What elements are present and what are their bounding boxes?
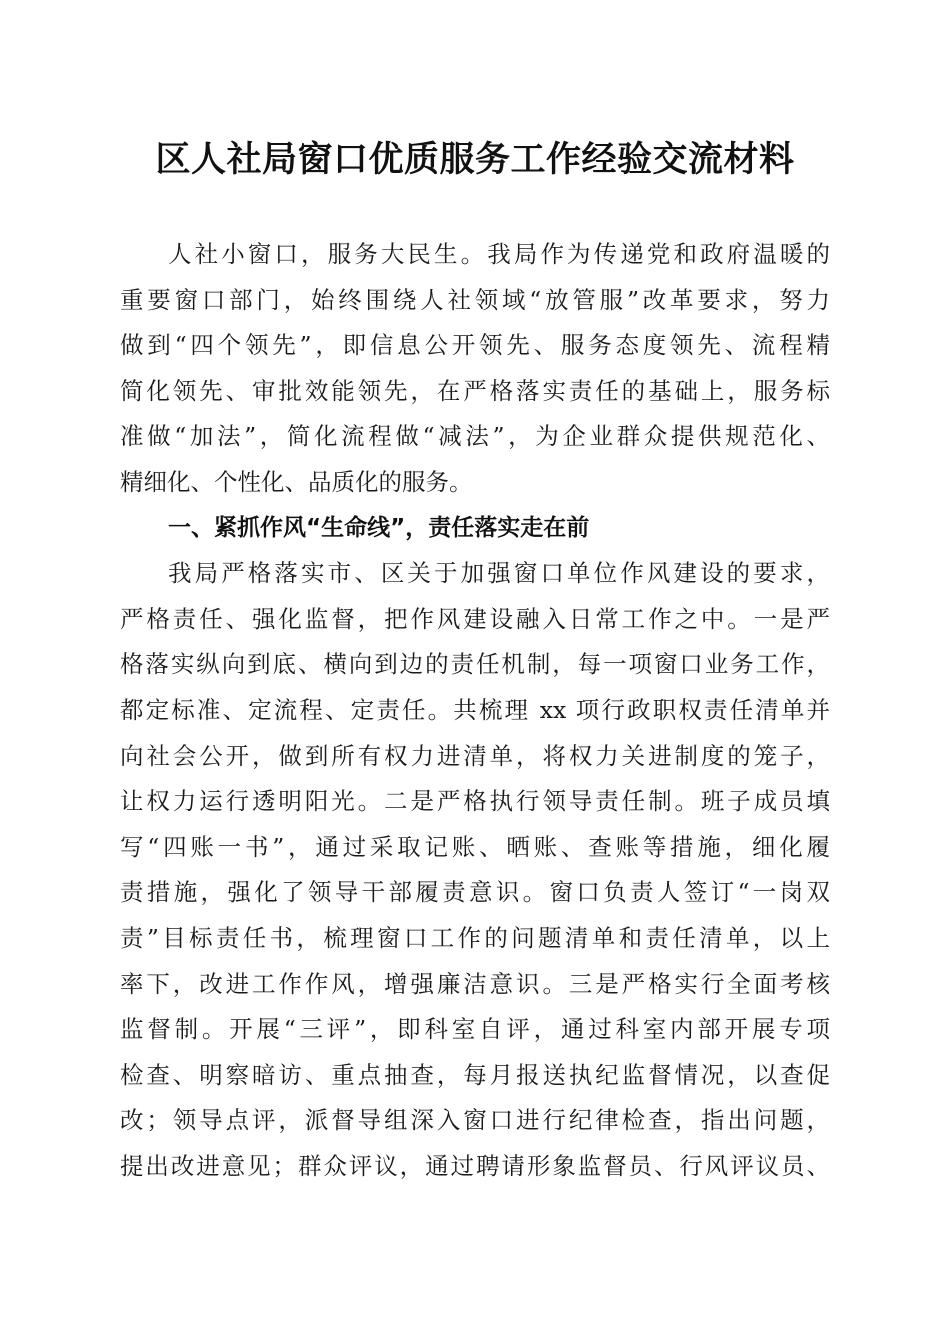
paragraph-line: 率下，改进工作作风，增强廉洁意识。三是严格实行全面考核 bbox=[120, 969, 830, 998]
paragraph-line: 做到“四个领先”，即信息公开领先、服务态度领先、流程精 bbox=[120, 331, 830, 360]
paragraph-line: 精细化、个性化、品质化的服务。 bbox=[120, 467, 473, 496]
document-title: 区人社局窗口优质服务工作经验交流材料 bbox=[155, 139, 795, 180]
paragraph-line: 监督制。开展“三评”，即科室自评，通过科室内部开展专项 bbox=[120, 1015, 830, 1044]
paragraph-line: 责措施，强化了领导干部履责意识。窗口负责人签订“一岗双 bbox=[120, 878, 830, 907]
paragraph-line: 重要窗口部门，始终围绕人社领域“放管服”改革要求，努力 bbox=[120, 285, 830, 314]
paragraph-line: 严格责任、强化监督，把作风建设融入日常工作之中。一是严 bbox=[120, 604, 830, 633]
paragraph-line: 人社小窗口，服务大民生。我局作为传递党和政府温暖的 bbox=[168, 240, 830, 268]
section-heading: 一、紧抓作风“生命线”，责任落实走在前 bbox=[168, 514, 590, 541]
paragraph-line: 责”目标责任书，梳理窗口工作的问题清单和责任清单，以上 bbox=[120, 923, 830, 952]
paragraph-line: 让权力运行透明阳光。二是严格执行领导责任制。班子成员填 bbox=[120, 787, 830, 816]
paragraph-line: 向社会公开，做到所有权力进清单，将权力关进制度的笼子， bbox=[120, 741, 830, 770]
paragraph-line: 检查、明察暗访、重点抽查，每月报送执纪监督情况，以查促 bbox=[120, 1060, 830, 1089]
paragraph-line: 提出改进意见；群众评议，通过聘请形象监督员、行风评议员、 bbox=[120, 1151, 830, 1180]
paragraph-line: 格落实纵向到底、横向到边的责任机制，每一项窗口业务工作， bbox=[120, 650, 830, 679]
paragraph-line: 写“四账一书”，通过采取记账、晒账、查账等措施，细化履 bbox=[120, 832, 830, 861]
paragraph-line: 改；领导点评，派督导组深入窗口进行纪律检查，指出问题， bbox=[120, 1106, 830, 1135]
paragraph-line: 简化领先、审批效能领先，在严格落实责任的基础上，服务标 bbox=[120, 376, 830, 405]
paragraph-line: 都定标准、定流程、定责任。共梳理 xx 项行政职权责任清单并 bbox=[120, 695, 830, 724]
paragraph-line: 准做“加法”，简化流程做“减法”，为企业群众提供规范化、 bbox=[120, 422, 830, 451]
document-body bbox=[120, 232, 830, 1189]
paragraph-line: 我局严格落实市、区关于加强窗口单位作风建设的要求， bbox=[168, 559, 830, 588]
